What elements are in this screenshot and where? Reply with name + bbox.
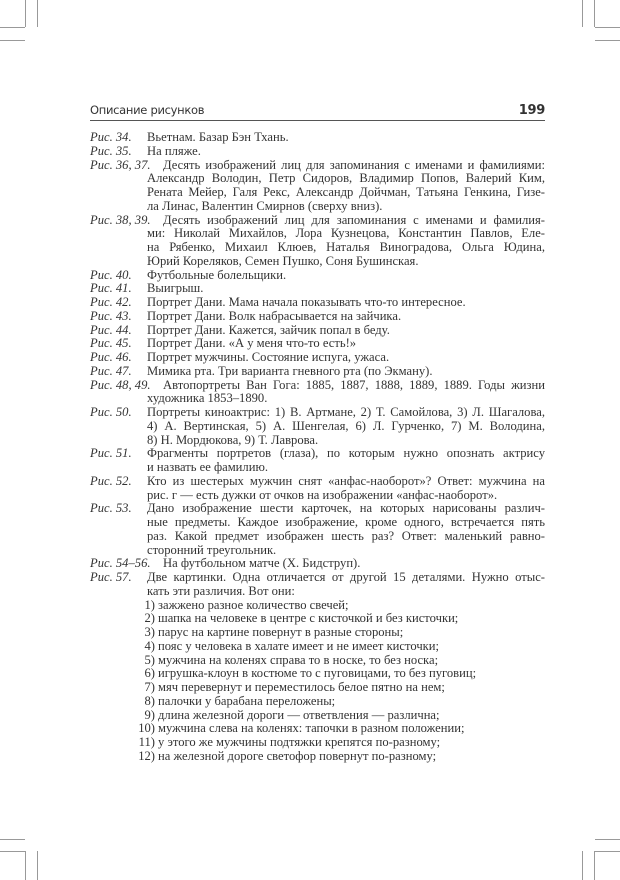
entry-text-line: Мимика рта. Три варианта гневного рта (по Экману). xyxy=(147,363,433,378)
figure-entry xyxy=(90,310,545,324)
item-text: длина железной дороги — ответвления — различна; xyxy=(158,707,440,722)
figure-label: Рис. 57. xyxy=(90,570,132,584)
entry-text-line: Кто из шестерых мужчин снят «анфас-наоборот»? Ответ: мужчина на xyxy=(147,473,545,488)
figure-label: Рис. 41. xyxy=(90,281,132,296)
figure-entry xyxy=(90,475,545,503)
entry-text-line: художника 1853–1890. xyxy=(147,391,268,406)
entry-text-line: Выигрыш. xyxy=(147,281,204,296)
entry-text-line: Портрет Дани. «А у меня что-то есть!» xyxy=(147,336,357,351)
figure-label: Рис. 35. xyxy=(90,143,132,158)
entry-text-line: Портрет Дани. Кажется, зайчик попал в беду. xyxy=(147,322,390,337)
item-number: 4) xyxy=(144,638,155,653)
entry-text-line: Футбольные болельщики. xyxy=(147,267,287,282)
item-text: зажжено разное количество свечей; xyxy=(158,597,349,612)
figure-entry xyxy=(90,337,545,351)
entry-text-line: кать эти различия. Вот они: xyxy=(147,583,295,598)
item-text: парус на картине повернут в разные стороны; xyxy=(158,625,404,639)
entry-text-line: Десять изображений лиц для запоминания с именами и фамилия- xyxy=(163,212,545,227)
figure-entry xyxy=(90,447,545,475)
figure-label: Рис. 47. xyxy=(90,363,132,378)
difference-item xyxy=(90,667,545,681)
item-number: 8) xyxy=(144,693,155,708)
figure-entry xyxy=(90,557,545,571)
figure-label: Рис. 42. xyxy=(90,295,132,309)
figure-entry xyxy=(90,324,545,338)
difference-item xyxy=(90,681,545,695)
item-number: 1) xyxy=(144,597,155,612)
entry-text-line: ла Линас, Валентин Смирнов (сверху вниз). xyxy=(147,198,383,213)
item-text: мужчина на коленях справа то в носке, то без носка; xyxy=(158,652,439,667)
entry-text-line: Портрет Дани. Мама начала показывать что-то интересное. xyxy=(147,295,466,309)
entry-text-line: Портрет Дани. Волк набрасывается на зайчика. xyxy=(147,308,402,323)
entry-text-line: сторонний треугольник. xyxy=(147,542,277,557)
figure-label: Рис. 44. xyxy=(90,322,132,337)
figure-label: Рис. 34. xyxy=(90,130,132,144)
figure-entry xyxy=(90,571,545,599)
entry-text-line: Портрет мужчины. Состояние испуга, ужаса. xyxy=(147,350,390,364)
item-text: на железной дороге светофор повернут по-разному; xyxy=(158,748,437,763)
difference-item xyxy=(90,599,545,613)
section-title: Описание рисунков xyxy=(90,103,205,117)
item-text: мяч перевернут и переместилось белое пятно на нем; xyxy=(158,680,445,694)
item-text: пояс у человека в халате имеет и не имеет кисточки; xyxy=(158,638,440,653)
difference-item xyxy=(90,722,545,736)
figure-label: Рис. 52. xyxy=(90,473,132,488)
entry-text-line: Вьетнам. Базар Бэн Тхань. xyxy=(147,130,289,144)
entry-text-line: Рената Мейер, Галя Рекс, Александр Дойчман, Татьяна Генкина, Гизе- xyxy=(147,185,545,199)
figure-entry xyxy=(90,159,545,214)
entry-text-line: На пляже. xyxy=(147,143,201,158)
figure-label: Рис. 51. xyxy=(90,446,132,461)
figure-entry xyxy=(90,502,545,557)
entry-text-line: Портреты киноактрис: 1) В. Артмане, 2) Т. Самойлова, 3) Л. Шагалова, xyxy=(147,405,545,419)
difference-item xyxy=(90,736,545,750)
entry-text-line: Фрагменты портретов (глаза), по которым нужно опознать актрису xyxy=(147,446,545,461)
entry-text-line: Дано изображение шести карточек, на которых нарисованы различ- xyxy=(147,501,545,516)
figure-entry xyxy=(90,145,545,159)
entry-text-line: ные предметы. Каждое изображение, кроме одного, встречается пять xyxy=(147,515,545,529)
figure-entry xyxy=(90,131,545,145)
figure-label: Рис. 46. xyxy=(90,350,132,364)
item-number: 9) xyxy=(144,707,155,722)
item-number: 5) xyxy=(144,652,155,667)
figure-label: Рис. 40. xyxy=(90,267,132,282)
entry-text-line: На футбольном матче (Х. Бидструп). xyxy=(163,556,361,571)
figure-label: Рис. 43. xyxy=(90,308,132,323)
item-number: 11) xyxy=(138,735,155,749)
figure-label: Рис. 53. xyxy=(90,501,132,516)
figure-entry xyxy=(90,406,545,447)
entry-text-line: раз. Какой предмет изображен шесть раз? Ответ: маленький равно- xyxy=(147,528,545,543)
item-text: палочки у барабана переложены; xyxy=(158,693,336,708)
entry-text-line: Десять изображений лиц для запоминания с именами и фамилиями: xyxy=(163,157,545,172)
running-header xyxy=(90,100,545,121)
entry-text-line: рис. г — есть дужки от очков на изображении «анфас-наоборот». xyxy=(147,487,498,502)
figure-entry xyxy=(90,269,545,283)
figure-label: Рис. 36, 37. xyxy=(90,157,151,172)
entry-text-line: Автопортреты Ван Гога: 1885, 1887, 1888, 1889, 1889. Годы жизни xyxy=(163,377,545,392)
difference-item xyxy=(90,654,545,668)
figure-entry xyxy=(90,351,545,365)
figure-label: Рис. 38, 39. xyxy=(90,212,151,227)
difference-item xyxy=(90,612,545,626)
figure-label: Рис. 45. xyxy=(90,336,132,351)
entry-text-line: на Рябенко, Михаил Клюев, Наталья Виноградова, Ольга Юдина, xyxy=(147,240,545,254)
item-number: 10) xyxy=(138,721,155,736)
difference-item xyxy=(90,709,545,723)
figure-entry xyxy=(90,214,545,269)
entry-text-line: Юрий Кореляков, Семен Пушко, Соня Бушинская. xyxy=(147,253,419,268)
difference-item xyxy=(90,750,545,764)
item-number: 12) xyxy=(138,748,155,763)
difference-item xyxy=(90,640,545,654)
entry-text-line: Александр Володин, Петр Сидоров, Владимир Попов, Валерий Ким, xyxy=(147,171,545,186)
figure-label: Рис. 54–56. xyxy=(90,556,151,571)
item-text: шапка на человеке в центре с кисточкой и без кисточки; xyxy=(158,611,459,626)
difference-item xyxy=(90,626,545,640)
difference-item xyxy=(90,695,545,709)
entry-text-line: и назвать ее фамилию. xyxy=(147,460,268,474)
item-number: 3) xyxy=(144,625,155,639)
item-text: игрушка-клоун в костюме то с пуговицами, то без пуговиц; xyxy=(158,666,477,681)
figure-entry xyxy=(90,282,545,296)
entry-text-line: ми: Николай Михайлов, Лора Кузнецова, Константин Павлов, Еле- xyxy=(147,226,545,241)
figure-entry xyxy=(90,365,545,379)
item-number: 2) xyxy=(144,611,155,626)
entry-text-line: Две картинки. Одна отличается от другой 15 деталями. Нужно отыс- xyxy=(147,570,545,584)
entry-text-line: 4) А. Вертинская, 5) А. Шенгелая, 6) Л. Гурченко, 7) М. Володина, xyxy=(147,418,545,433)
item-text: мужчина слева на коленях: тапочки в разном положении; xyxy=(158,721,465,736)
figure-entry xyxy=(90,296,545,310)
page-number: 199 xyxy=(518,103,545,118)
item-number: 6) xyxy=(144,666,155,681)
figure-label: Рис. 48, 49. xyxy=(90,377,151,392)
figure-entry xyxy=(90,379,545,407)
item-text: у этого же мужчины подтяжки крепятся по-разному; xyxy=(158,735,441,749)
item-number: 7) xyxy=(144,680,155,694)
figure-label: Рис. 50. xyxy=(90,405,132,419)
entry-text-line: 8) Н. Мордюкова, 9) Т. Лаврова. xyxy=(147,432,319,447)
figure-descriptions xyxy=(90,131,545,764)
